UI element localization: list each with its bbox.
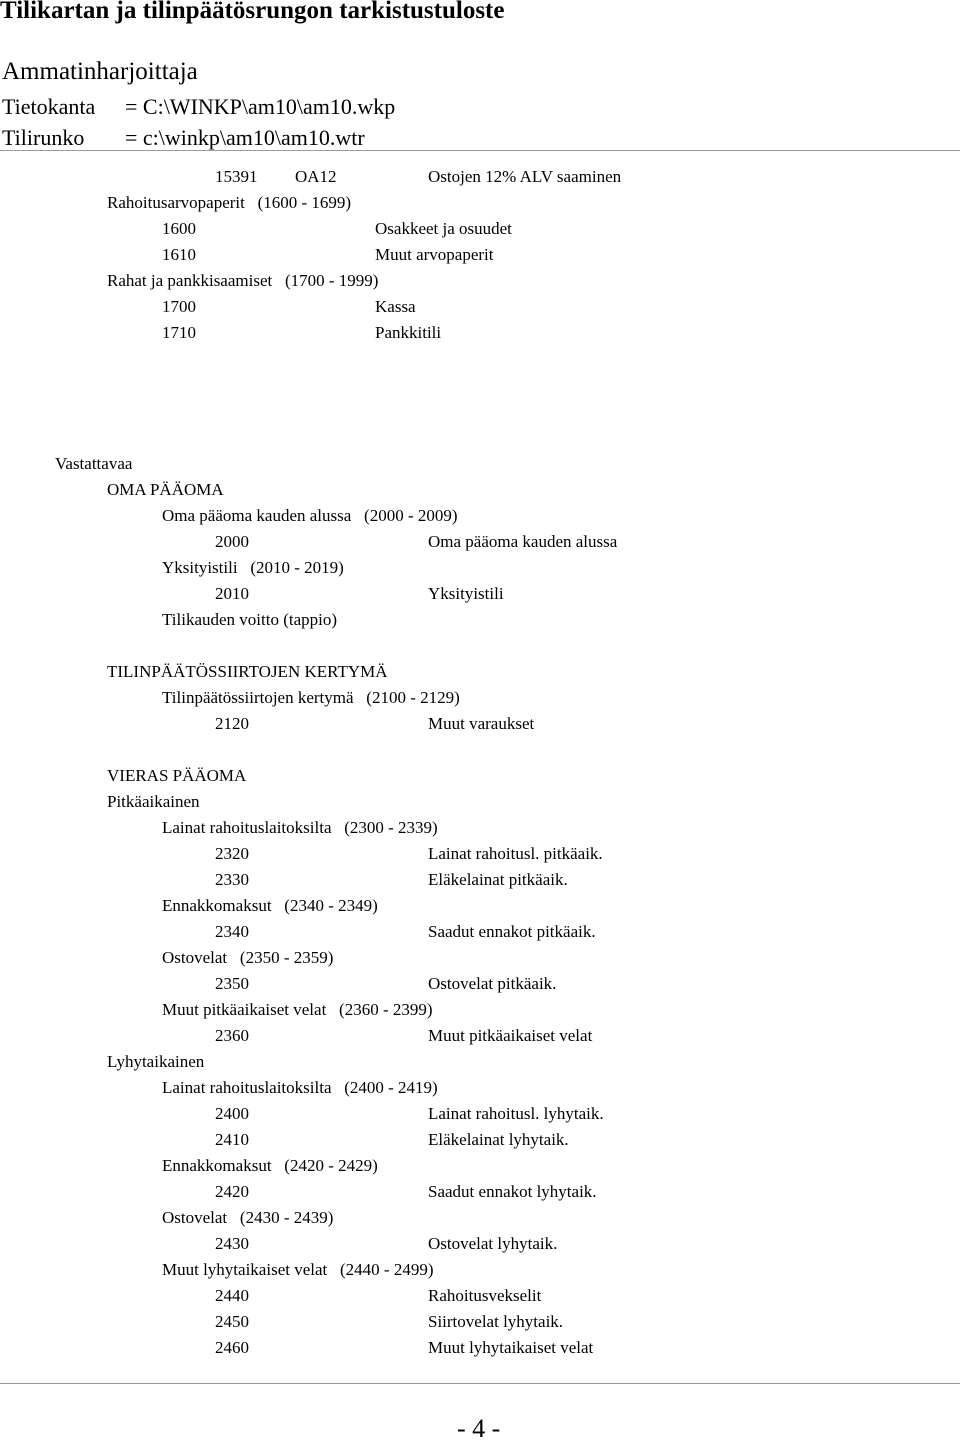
- account-name: Eläkelainat lyhytaik.: [428, 1130, 569, 1149]
- account-name: Lainat rahoitusl. pitkäaik.: [428, 844, 603, 863]
- account-name: Eläkelainat pitkäaik.: [428, 870, 568, 889]
- account-code: 2350: [215, 974, 249, 993]
- account-code: 2010: [215, 584, 249, 603]
- group-heading: Vastattavaa: [55, 454, 133, 473]
- group-heading: Lainat rahoituslaitoksilta (2400 - 2419): [162, 1078, 438, 1097]
- account-code: 2430: [215, 1234, 249, 1253]
- document-subtitle: Ammatinharjoittaja: [2, 58, 198, 85]
- group-heading: Ennakkomaksut (2420 - 2429): [162, 1156, 378, 1175]
- group-heading: VIERAS PÄÄOMA: [107, 766, 247, 785]
- account-name: Saadut ennakot pitkäaik.: [428, 922, 596, 941]
- account-name: Saadut ennakot lyhytaik.: [428, 1182, 597, 1201]
- account-code: 1600: [162, 219, 196, 238]
- document-title: Tilikartan ja tilinpäätösrungon tarkistustuloste: [0, 0, 505, 24]
- page-number: - 4 -: [457, 1414, 501, 1443]
- account-name: Rahoitusvekselit: [428, 1286, 542, 1305]
- account-code: 2410: [215, 1130, 249, 1149]
- account-code: 15391: [215, 167, 258, 186]
- group-heading: Tilinpäätössiirtojen kertymä (2100 - 2129): [162, 688, 460, 707]
- group-heading: Tilikauden voitto (tappio): [162, 610, 338, 629]
- account-code: 2360: [215, 1026, 249, 1045]
- account-name: Muut varaukset: [428, 714, 535, 733]
- account-code: 2340: [215, 922, 249, 941]
- header-divider: [0, 150, 960, 151]
- account-name: Ostovelat lyhytaik.: [428, 1234, 558, 1253]
- footer-divider: [0, 1383, 960, 1384]
- account-vat-code: OA12: [295, 167, 337, 186]
- account-name: Muut pitkäaikaiset velat: [428, 1026, 593, 1045]
- database-label: Tietokanta: [2, 94, 96, 119]
- account-name: Ostojen 12% ALV saaminen: [428, 167, 622, 186]
- account-code: 2450: [215, 1312, 249, 1331]
- group-heading: Lyhytaikainen: [107, 1052, 205, 1071]
- account-name: Oma pääoma kauden alussa: [428, 532, 618, 551]
- account-code: 2120: [215, 714, 249, 733]
- account-code: 1700: [162, 297, 196, 316]
- account-code: 1610: [162, 245, 196, 264]
- group-heading: Muut pitkäaikaiset velat (2360 - 2399): [162, 1000, 433, 1019]
- group-heading: Ostovelat (2430 - 2439): [162, 1208, 334, 1227]
- chart-label: Tilirunko: [2, 125, 85, 150]
- account-name: Muut lyhytaikaiset velat: [428, 1338, 594, 1357]
- account-code: 2000: [215, 532, 249, 551]
- account-name: Siirtovelat lyhytaik.: [428, 1312, 564, 1331]
- account-code: 2460: [215, 1338, 249, 1357]
- group-heading: Muut lyhytaikaiset velat (2440 - 2499): [162, 1260, 434, 1279]
- account-code: 2400: [215, 1104, 249, 1123]
- group-heading: Pitkäaikainen: [107, 792, 200, 811]
- account-code: 1710: [162, 323, 196, 342]
- group-heading: Rahat ja pankkisaamiset (1700 - 1999): [107, 271, 379, 290]
- account-name: Lainat rahoitusl. lyhytaik.: [428, 1104, 604, 1123]
- account-name: Yksityistili: [428, 584, 504, 603]
- account-name: Osakkeet ja osuudet: [375, 219, 512, 238]
- group-heading: Oma pääoma kauden alussa (2000 - 2009): [162, 506, 458, 525]
- group-heading: Lainat rahoituslaitoksilta (2300 - 2339): [162, 818, 438, 837]
- account-name: Pankkitili: [375, 323, 442, 342]
- account-name: Kassa: [375, 297, 416, 316]
- account-name: Muut arvopaperit: [375, 245, 494, 264]
- account-code: 2320: [215, 844, 249, 863]
- account-code: 2330: [215, 870, 249, 889]
- group-heading: OMA PÄÄOMA: [107, 480, 224, 499]
- group-heading: Rahoitusarvopaperit (1600 - 1699): [107, 193, 352, 212]
- account-name: Ostovelat pitkäaik.: [428, 974, 557, 993]
- group-heading: Ennakkomaksut (2340 - 2349): [162, 896, 378, 915]
- chart-value: = c:\winkp\am10\am10.wtr: [125, 125, 365, 150]
- group-heading: Ostovelat (2350 - 2359): [162, 948, 334, 967]
- group-heading: Yksityistili (2010 - 2019): [162, 558, 344, 577]
- account-code: 2420: [215, 1182, 249, 1201]
- database-value: = C:\WINKP\am10\am10.wkp: [125, 94, 396, 119]
- account-code: 2440: [215, 1286, 249, 1305]
- group-heading: TILINPÄÄTÖSSIIRTOJEN KERTYMÄ: [107, 662, 388, 681]
